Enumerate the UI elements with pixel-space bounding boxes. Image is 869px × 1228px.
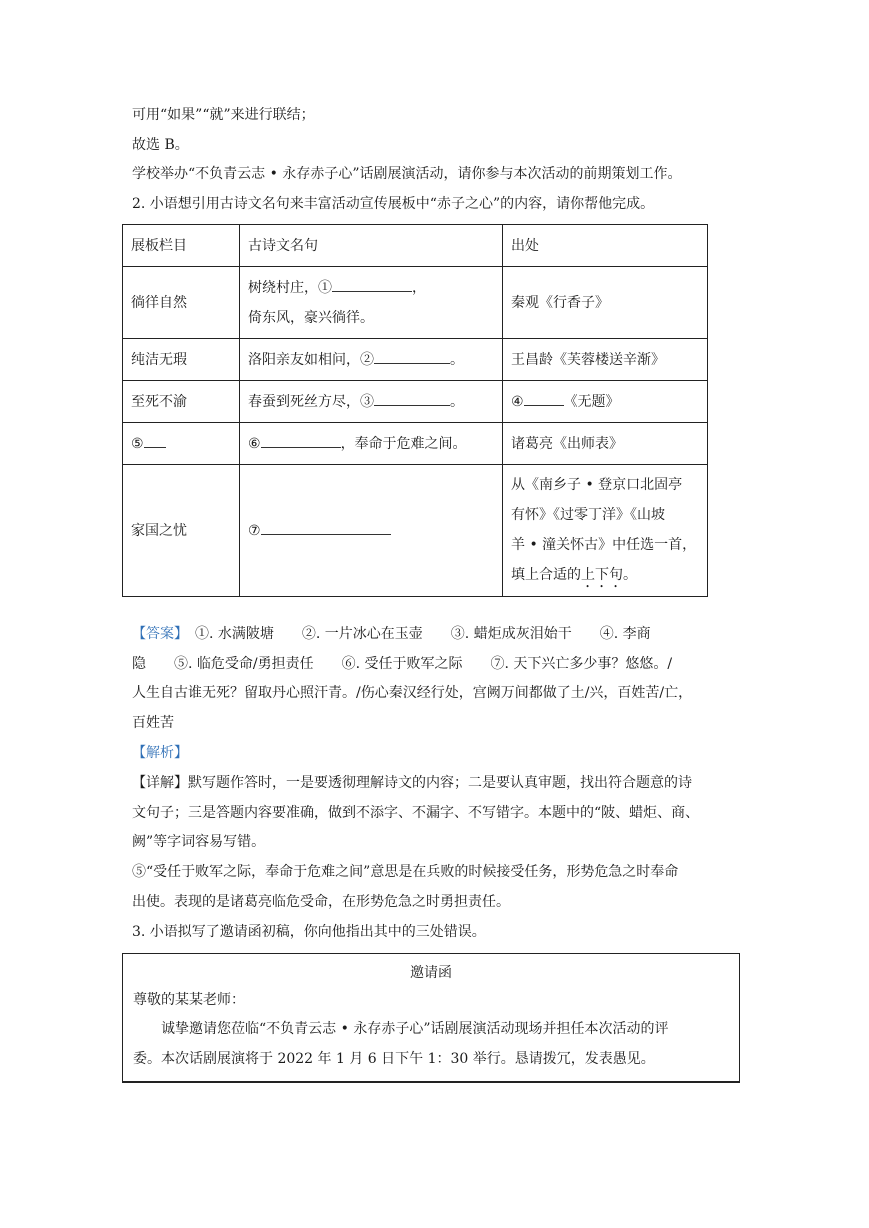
cell-poem (240, 267, 503, 339)
poem-text: 倚东风，豪兴徜徉。 (248, 309, 374, 326)
cell-column: 家国之忧 (123, 465, 240, 597)
cell-column: 徜徉自然 (123, 267, 240, 339)
intro-line-1: 可用“如果”“就”来进行联结； (132, 107, 315, 123)
intro-line-3: 学校举办“不负青云志 • 永存赤子心”话剧展演活动，请你参与本次活动的前期策划工作。 (132, 166, 682, 182)
source-text: 从《南乡子 • 登京口北固亭 (511, 477, 683, 493)
answer-blank (261, 520, 391, 535)
answer-line-3: 人生自古谁无死？留取丹心照汗青。/伤心秦汉经行处，宫阙万间都做了土/兴，百姓苦/亡， (132, 685, 693, 701)
table-header-row (123, 225, 708, 267)
cell-poem (240, 465, 503, 597)
column-text: ⑤ (131, 435, 144, 452)
answer-text: ①. 水满陂塘 ②. 一片冰心在玉壶 ③. 蜡炬成灰泪始干 ④. 李商 (195, 626, 651, 642)
cell-source (503, 381, 708, 423)
cell-column: 纯洁无瑕 (123, 339, 240, 381)
poem-text: 春蚕到死丝方尽，③ (248, 393, 374, 410)
header-source: 出处 (503, 225, 708, 267)
answer-tag: 【答案】 (132, 626, 181, 642)
source-text: ④ (511, 393, 524, 410)
cell-poem (240, 423, 503, 465)
answer-blank (144, 433, 166, 448)
answer-line-1 (132, 624, 651, 644)
cell-column: 至死不渝 (123, 381, 240, 423)
source-text: 。 (623, 567, 637, 583)
answer-blank (374, 391, 450, 406)
intro-line-2: 故选 B。 (132, 137, 189, 153)
source-text: 《无题》 (563, 393, 620, 410)
table-row (123, 423, 708, 465)
invitation-body-2: 委。本次话剧展演将于 2022 年 1 月 6 日下午 1：30 举行。恳请拨冗，发表愚见。 (133, 1051, 655, 1067)
poem-table (122, 224, 708, 597)
answer-line-4: 百姓苦 (132, 715, 174, 731)
table-row (123, 465, 708, 597)
cell-source: 诸葛亮《出师表》 (503, 423, 708, 465)
invitation-box (122, 953, 740, 1083)
poem-text: ，奉命于危难之间。 (340, 435, 467, 452)
question-2: 2. 小语想引用古诗文名句来丰富活动宣传展板中“赤子之心”的内容，请你帮他完成。 (132, 196, 655, 212)
poem-punct: 。 (450, 351, 464, 368)
answer-blank (261, 433, 341, 448)
analysis-tag: 【解析】 (132, 745, 188, 761)
cell-source (503, 465, 708, 597)
source-text: 有怀》《过零丁洋》《山坡 (511, 507, 665, 523)
source-text: 填上合适的 (511, 567, 581, 583)
poem-text: ⑦ (248, 522, 261, 539)
poem-text: ⑥ (248, 435, 261, 452)
table-row (123, 339, 708, 381)
header-poem: 古诗文名句 (240, 225, 503, 267)
source-text: 羊 • 潼关怀古》中任选一首， (511, 537, 697, 553)
analysis-line-2: 文句子；三是答题内容要准确，做到不添字、不漏字、不写错字。本题中的“陂、蜡炬、商、 (132, 805, 700, 821)
emphasized-text: 上下句 (581, 567, 623, 583)
poem-punct: 。 (450, 393, 464, 410)
invitation-greeting: 尊敬的某某老师： (133, 992, 245, 1008)
poem-punct: ， (412, 279, 426, 296)
answer-blank (524, 391, 564, 406)
analysis-line-1 (132, 773, 692, 793)
analysis-text: 默写题作答时，一是要透彻理解诗文的内容；二是要认真审题，找出符合题意的诗 (188, 775, 692, 791)
analysis-line-5: 出使。表现的是诸葛亮临危受命，在形势危急之时勇担责任。 (132, 894, 510, 910)
header-column: 展板栏目 (123, 225, 240, 267)
cell-column (123, 423, 240, 465)
answer-blank (374, 349, 450, 364)
table-row (123, 267, 708, 339)
invitation-title: 邀请函 (410, 965, 452, 981)
cell-source: 王昌龄《芙蓉楼送辛渐》 (503, 339, 708, 381)
analysis-line-4: ⑤“受任于败军之际，奉命于危难之间”意思是在兵败的时候接受任务，形势危急之时奉命 (132, 864, 679, 880)
question-3: 3. 小语拟写了邀请函初稿，你向他指出其中的三处错误。 (132, 924, 486, 940)
cell-poem (240, 381, 503, 423)
invitation-body-1: 诚挚邀请您莅临“不负青云志 • 永存赤子心”话剧展演活动现场并担任本次活动的评 (161, 1021, 669, 1037)
cell-source: 秦观《行香子》 (503, 267, 708, 339)
analysis-line-3: 阙”等字词容易写错。 (132, 834, 266, 850)
table-row (123, 381, 708, 423)
cell-poem (240, 339, 503, 381)
poem-text: 树绕村庄，① (248, 279, 332, 296)
poem-text: 洛阳亲友如相问，② (248, 351, 374, 368)
answer-line-2: 隐 ⑤. 临危受命/勇担责任 ⑥. 受任于败军之际 ⑦. 天下兴亡多少事？悠悠。/ (132, 656, 673, 672)
detail-tag: 【详解】 (132, 775, 188, 791)
answer-blank (332, 277, 412, 292)
